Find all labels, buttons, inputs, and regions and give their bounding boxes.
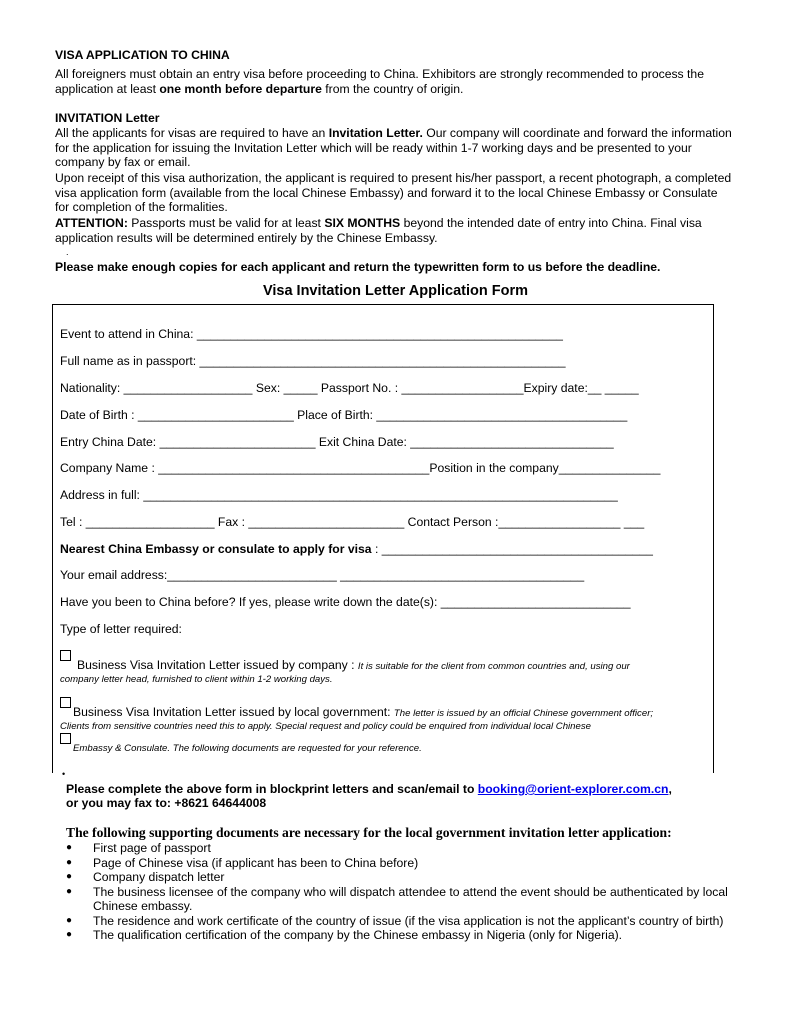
government-letter-checkbox[interactable]: [60, 697, 71, 708]
birth-row[interactable]: Date of Birth : _______________________ Place of Birth: _____________________________________: [60, 408, 628, 422]
company-letter-label: Business Visa Invitation Letter issued by company :: [77, 658, 358, 672]
copies-note: Please make enough copies for each applicant and return the typewritten form to us before the deadline.: [55, 260, 661, 274]
entry-exit-row[interactable]: Entry China Date: _______________________ Exit China Date: ______________________________: [60, 435, 614, 449]
invitation-emphasis: Invitation Letter.: [328, 126, 423, 140]
embassy-field[interactable]: : ________________________________________: [371, 542, 653, 556]
submit-instructions: [66, 782, 672, 797]
visited-china-field[interactable]: Have you been to China before? If yes, please write down the date(s): ____________________________: [60, 595, 631, 609]
third-checkbox[interactable]: [60, 733, 71, 744]
intro-paragraph: [55, 67, 735, 96]
intro-text: All foreigners must obtain an entry visa before proceeding to China. Exhibitors are strongly recommended to process the application at least: [55, 67, 704, 96]
embassy-row[interactable]: [60, 542, 653, 557]
address-field[interactable]: Address in full: ______________________________________________________________________: [60, 488, 618, 502]
fullname-field[interactable]: Full name as in passport: ______________________________________________________: [60, 354, 566, 368]
list-item: ● Company dispatch letter: [66, 870, 736, 885]
email-field[interactable]: Your email address:_________________________ ____________________________________: [60, 568, 585, 582]
attention-emphasis: SIX MONTHS: [324, 216, 401, 230]
list-item: ● The qualification certification of the company by the Chinese embassy in Nigeria (only for Nigeria).: [66, 928, 736, 943]
invitation-heading: INVITATION Letter: [55, 111, 160, 125]
nationality-row[interactable]: Nationality: ___________________ Sex: _____ Passport No. : __________________Expiry date:__ _____: [60, 381, 639, 395]
intro-text-end: from the country of origin.: [321, 81, 464, 96]
company-row[interactable]: Company Name : ________________________________________Position in the company_______________: [60, 461, 661, 475]
option-third[interactable]: [60, 733, 73, 748]
invitation-text: All the applicants for visas are required to have an: [55, 126, 329, 140]
documents-list: [66, 841, 736, 943]
attention-paragraph: [55, 216, 735, 245]
list-item: ● Page of Chinese visa (if applicant has been to China before): [66, 856, 736, 871]
list-item: ● The residence and work certificate of the country of issue (if the visa application is not the applicant’s country of birth): [66, 914, 736, 929]
invitation-paragraph: [55, 126, 735, 170]
option-company-letter[interactable]: [60, 650, 73, 665]
list-item: ● The business licensee of the company who will dispatch attendee to attend the event should be authenticated by local Chinese embassy.: [66, 885, 736, 914]
booking-email-link[interactable]: booking@orient-explorer.com.cn: [477, 782, 669, 796]
stray-dot: .: [66, 247, 69, 257]
attention-text: Passports must be valid for at least: [127, 216, 325, 230]
embassy-label: Nearest China Embassy or consulate to apply for visa: [60, 542, 372, 556]
embassy-consulate-note: Embassy & Consulate. The following documents are requested for your reference.: [73, 743, 422, 754]
form-title: Visa Invitation Letter Application Form: [262, 283, 529, 299]
submit-text: Please complete the above form in blockprint letters and scan/email to: [66, 782, 478, 796]
event-field[interactable]: Event to attend in China: ______________________________________________________: [60, 327, 563, 341]
option-government-letter[interactable]: [60, 697, 73, 712]
invitation-text-end: Our company will coordinate and forward the information for the application for issuing the Invitation Letter which will be ready within 1-7 working days and be presented to your company by fax or email.: [55, 126, 732, 169]
attention-text-end: beyond the intended date of entry into China. Final visa application results will be determined entirely by the Chinese Embassy.: [55, 216, 702, 245]
list-item: ● First page of passport: [66, 841, 736, 856]
company-letter-checkbox[interactable]: [60, 650, 71, 661]
government-letter-note: The letter is issued by an official Chinese government officer;: [393, 708, 654, 719]
submit-comma: ,: [668, 782, 672, 796]
authorization-paragraph: Upon receipt of this visa authorization, the applicant is required to present his/her passport, a recent photograph, a completed visa application form (available from the local Chinese Embassy) and forward it to the local Chinese Embassy or Consulate for completion of the formalities.: [55, 171, 732, 214]
government-letter-label: Business Visa Invitation Letter issued by local government:: [73, 705, 394, 719]
page-title: VISA APPLICATION TO CHINA: [55, 48, 230, 62]
form-box: [52, 304, 714, 773]
company-letter-note-cont: company letter head, furnished to client within 1-2 working days.: [60, 674, 333, 685]
bullet-mark: •: [62, 769, 66, 779]
letter-type-label: Type of letter required:: [60, 622, 182, 636]
government-letter-note-cont: Clients from sensitive countries need this to apply. Special request and policy could be enquired from individual local Chinese: [60, 721, 591, 732]
contact-row[interactable]: Tel : ___________________ Fax : _______________________ Contact Person :__________________ ___: [60, 515, 645, 529]
attention-label: ATTENTION:: [55, 216, 128, 230]
intro-emphasis: one month before departure: [159, 81, 322, 96]
documents-heading: The following supporting documents are necessary for the local government invitation letter application:: [66, 825, 672, 840]
fax-line: or you may fax to: +8621 64644008: [66, 796, 267, 810]
company-letter-note: It is suitable for the client from common countries and, using our: [357, 661, 630, 672]
